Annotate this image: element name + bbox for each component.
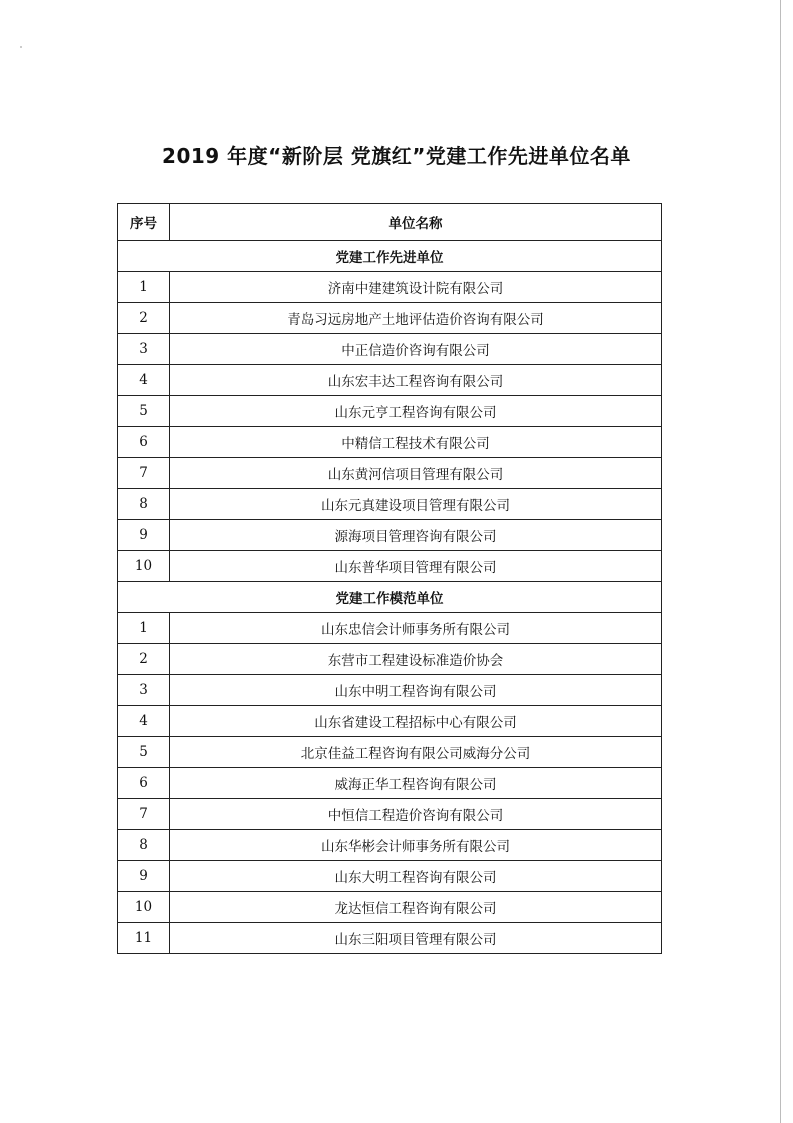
- row-unit-name: 山东中明工程咨询有限公司: [170, 675, 662, 706]
- table-row: [118, 768, 662, 799]
- row-index: 1: [118, 613, 170, 644]
- row-unit-name: 龙达恒信工程咨询有限公司: [170, 892, 662, 923]
- table-row: [118, 613, 662, 644]
- row-unit-name: 北京佳益工程咨询有限公司威海分公司: [170, 737, 662, 768]
- row-index: 4: [118, 365, 170, 396]
- table-row: [118, 706, 662, 737]
- row-unit-name: 中精信工程技术有限公司: [170, 427, 662, 458]
- row-index: 10: [118, 892, 170, 923]
- section-row: [118, 241, 662, 272]
- row-index: 8: [118, 830, 170, 861]
- table-header-row: [118, 204, 662, 241]
- unit-list-table: [117, 203, 662, 954]
- row-index: 11: [118, 923, 170, 954]
- row-unit-name: 东营市工程建设标准造价协会: [170, 644, 662, 675]
- table-row: [118, 892, 662, 923]
- row-index: 5: [118, 737, 170, 768]
- row-unit-name: 济南中建建筑设计院有限公司: [170, 272, 662, 303]
- row-index: 1: [118, 272, 170, 303]
- section-title: 党建工作模范单位: [118, 582, 662, 613]
- table-row: [118, 799, 662, 830]
- row-index: 3: [118, 334, 170, 365]
- table-row: [118, 272, 662, 303]
- table-row: [118, 396, 662, 427]
- row-unit-name: 山东宏丰达工程咨询有限公司: [170, 365, 662, 396]
- table-row: [118, 923, 662, 954]
- row-index: 9: [118, 520, 170, 551]
- row-index: 6: [118, 427, 170, 458]
- row-index: 7: [118, 458, 170, 489]
- row-unit-name: 威海正华工程咨询有限公司: [170, 768, 662, 799]
- row-unit-name: 山东省建设工程招标中心有限公司: [170, 706, 662, 737]
- table-row: [118, 334, 662, 365]
- row-unit-name: 山东元真建设项目管理有限公司: [170, 489, 662, 520]
- row-unit-name: 源海项目管理咨询有限公司: [170, 520, 662, 551]
- row-unit-name: 山东华彬会计师事务所有限公司: [170, 830, 662, 861]
- row-unit-name: 山东忠信会计师事务所有限公司: [170, 613, 662, 644]
- row-unit-name: 山东三阳项目管理有限公司: [170, 923, 662, 954]
- table-row: [118, 520, 662, 551]
- scan-speck: [20, 46, 22, 48]
- table-row: [118, 458, 662, 489]
- row-index: 10: [118, 551, 170, 582]
- table-row: [118, 861, 662, 892]
- table-row: [118, 737, 662, 768]
- table-row: [118, 303, 662, 334]
- row-unit-name: 中恒信工程造价咨询有限公司: [170, 799, 662, 830]
- table-row: [118, 830, 662, 861]
- row-index: 3: [118, 675, 170, 706]
- page-title: 2019 年度“新阶层 党旗红”党建工作先进单位名单: [162, 144, 631, 168]
- table-row: [118, 489, 662, 520]
- row-unit-name: 青岛习远房地产土地评估造价咨询有限公司: [170, 303, 662, 334]
- row-unit-name: 山东普华项目管理有限公司: [170, 551, 662, 582]
- table-row: [118, 365, 662, 396]
- header-unit-name: 单位名称: [170, 204, 662, 241]
- row-index: 7: [118, 799, 170, 830]
- row-index: 5: [118, 396, 170, 427]
- row-index: 6: [118, 768, 170, 799]
- table-row: [118, 675, 662, 706]
- row-unit-name: 山东元亨工程咨询有限公司: [170, 396, 662, 427]
- row-index: 9: [118, 861, 170, 892]
- row-index: 2: [118, 303, 170, 334]
- table-body: [118, 241, 662, 954]
- row-unit-name: 中正信造价咨询有限公司: [170, 334, 662, 365]
- row-index: 8: [118, 489, 170, 520]
- header-index: 序号: [118, 204, 170, 241]
- row-index: 2: [118, 644, 170, 675]
- section-row: [118, 582, 662, 613]
- row-unit-name: 山东黄河信项目管理有限公司: [170, 458, 662, 489]
- table-row: [118, 644, 662, 675]
- row-index: 4: [118, 706, 170, 737]
- table-row: [118, 427, 662, 458]
- table-row: [118, 551, 662, 582]
- section-title: 党建工作先进单位: [118, 241, 662, 272]
- row-unit-name: 山东大明工程咨询有限公司: [170, 861, 662, 892]
